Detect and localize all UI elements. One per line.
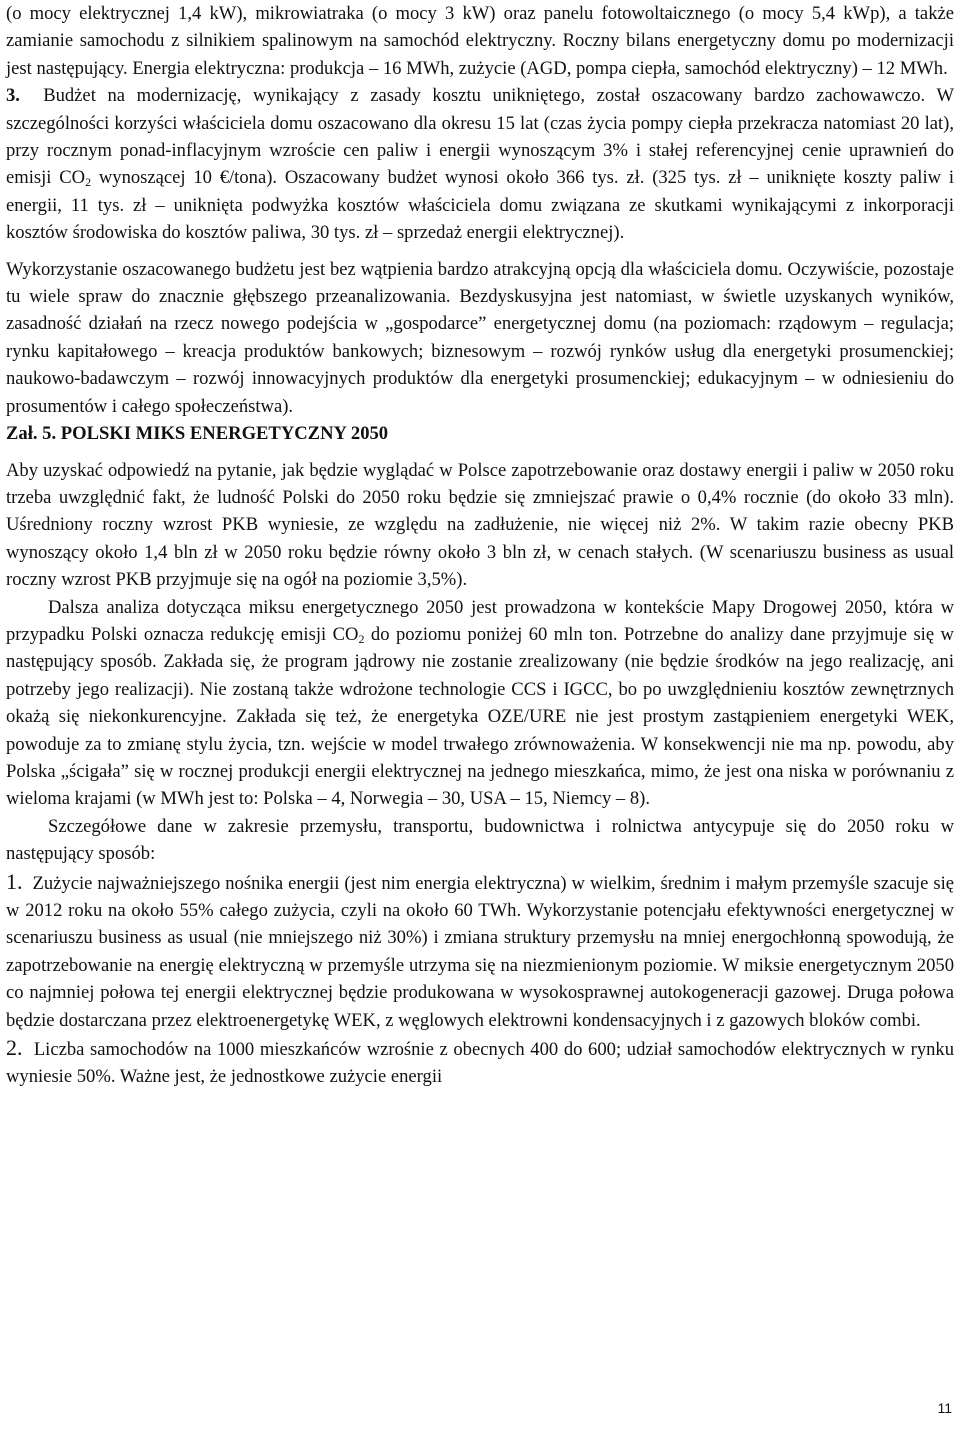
paragraph-household-energy-balance: (o mocy elektrycznej 1,4 kW), mikrowiatraka (o mocy 3 kW) oraz panelu fotowoltaicznego (o mocy 5,4 kWp), a także zamianie samochodu z silnikiem spalinowym na samochód elektryczny. Roczny bilans energetyczny domu po modernizacji jest następujący. Energia elektryczna: produkcja – 16 MWh, zużycie (AGD, pompa ciepła, samochód elektryczny) – 12 MWh. <box>6 3 954 79</box>
budget-text-part2: wynoszącej 10 €/tona). Oszacowany budżet wynosi około 366 tys. zł. (325 tys. zł – uniknięte koszty paliw i energii, 11 tys. zł – uniknięta podwyżka kosztów właściciela domu związana ze skutkami wynikającymi z inkorporacji kosztów środowiska do kosztów paliwa, 30 tys. zł – sprzedaż energii elektrycznej). <box>6 167 954 244</box>
list-item-transport <box>6 1034 954 1091</box>
roadmap-text-part2: do poziomu poniżej 60 mln ton. Potrzebne do analizy dane przyjmuje się w następujący sposób. Zakłada się, że program jądrowy nie zostanie zrealizowany (nie będzie środków na jego realizację, ani potrzeby jego realizacji). Nie zostaną także wdrożone technologie CCS i IGCC, bo po uwzględnieniu kosztów zewnętrznych okażą się niekonkurencyjne. Zakłada się też, że energetyka OZE/URE nie jest prostym zastąpieniem energetyki WEK, powoduje za to zmianę stylu życia, tzn. wejście w model trwałego zrównoważenia. W konsekwencji nie ma np. powodu, aby Polska „ścigała” się w rocznej produkcji energii elektrycznej na jednego mieszkańca, mimo, że jest ona niska w porównaniu z wieloma krajami (w MWh jest to: Polska – 4, Norwegia – 30, USA – 15, Niemcy – 8). <box>6 623 954 810</box>
point-number-3: 3. <box>6 85 20 107</box>
co2-subscript: 2 <box>85 175 92 190</box>
paragraph-sector-intro: Szczegółowe dane w zakresie przemysłu, transportu, budownictwa i rolnictwa antycypuje się do 2050 roku w następujący sposób: <box>6 815 954 865</box>
roadmap-text-part1: Dalsza analiza dotycząca miksu energetycznego 2050 jest prowadzona w kontekście Mapy Drogowej 2050, która w przypadku Polski oznacza redukcję emisji CO <box>6 596 954 645</box>
page-number: 11 <box>937 1400 952 1416</box>
list-item-transport-text: Liczba samochodów na 1000 mieszkańców wzrośnie z obecnych 400 do 600; udział samochodów elektrycznych w rynku wyniesie 50%. Ważne jest, że jednostkowe zużycie energii <box>6 1039 955 1088</box>
list-item-industry <box>6 868 954 1034</box>
paragraph-budget <box>6 82 954 246</box>
list-item-industry-text: Zużycie najważniejszego nośnika energii (jest nim energia elektryczna) w wielkim, średnim i małym przemyśle szacuje się w 2012 roku na około 55% całego zużycia, czyli na około 60 TWh. Wykorzystanie potencjału efektywności energetycznej w scenariuszu business as usual (nie mniejszego niż 30%) i zmiana struktury przemysłu na mniej energochłonną spowodują, że zapotrzebowanie na energię elektryczną w przemyśle utrzyma się na niezmienionym poziomie. W miksie energetycznym 2050 co najmniej połowa tej energii elektrycznej będzie produkowana w wysokosprawnej autokogeneracji gazowej. Druga połowa będzie dostarczana przez elektroenergetykę WEK, z węglowych elektrowni kondensacyjnych i z gazowych bloków combi. <box>6 872 955 1031</box>
paragraph-demand-2050: Aby uzyskać odpowiedź na pytanie, jak będzie wyglądać w Polsce zapotrzebowanie oraz dostawy energii i paliw w 2050 roku trzeba uwzględnić fakt, że ludność Polski do 2050 roku będzie się zmniejszać prawie o 0,4% rocznie (do około 33 mln). Uśredniony roczny wzrost PKB wyniesie, ze względu na zadłużenie, nie więcej niż 2%. W takim razie obecny PKB wynoszący około 1,4 bln zł w 2050 roku będzie równy około 3 bln zł, w cenach stałych. (W scenariuszu business as usual roczny wzrost PKB przyjmuje się na ogół na poziomie 3,5%). <box>6 459 954 591</box>
section-heading: Zał. 5. POLSKI MIKS ENERGETYCZNY 2050 <box>6 423 389 445</box>
budget-text-part1: Budżet na modernizację, wynikający z zasady kosztu unikniętego, został oszacowany bardzo zachowawczo. W szczególności korzyści właściciela domu oszacowano dla okresu 15 lat (czas życia pompy ciepła przekracza natomiast 20 lat), przy rocznym ponad-inflacyjnym wzroście cen paliw i energii wynoszącym 3% i stałej referencyjnej cenie uprawnień do emisji CO <box>6 85 955 189</box>
paragraph-budget-conclusion: Wykorzystanie oszacowanego budżetu jest bez wątpienia bardzo atrakcyjną opcją dla właściciela domu. Oczywiście, pozostaje tu wiele spraw do znacznie głębszego przeanalizowania. Bezdyskusyjna jest natomiast, w świetle uzyskanych wyników, zasadność działań na rzecz nowego podejścia w „gospodarce” energetycznej domu (na poziomach: rządowym – regulacja; rynku kapitałowego – kreacja produktów bankowych; biznesowym – rozwój rynków usług dla energetyki prosumenckiej; naukowo-badawczym – rozwój innowacyjnych produktów dla energetyki prosumenckiej; edukacyjnym – w odniesieniu do prosumentów i całego społeczeństwa). <box>6 258 954 417</box>
paragraph-roadmap-2050 <box>6 594 954 813</box>
document-page <box>6 0 954 1091</box>
list-number-1: 1. <box>6 868 23 894</box>
co2-subscript: 2 <box>358 631 365 646</box>
list-number-2: 2. <box>6 1035 23 1061</box>
